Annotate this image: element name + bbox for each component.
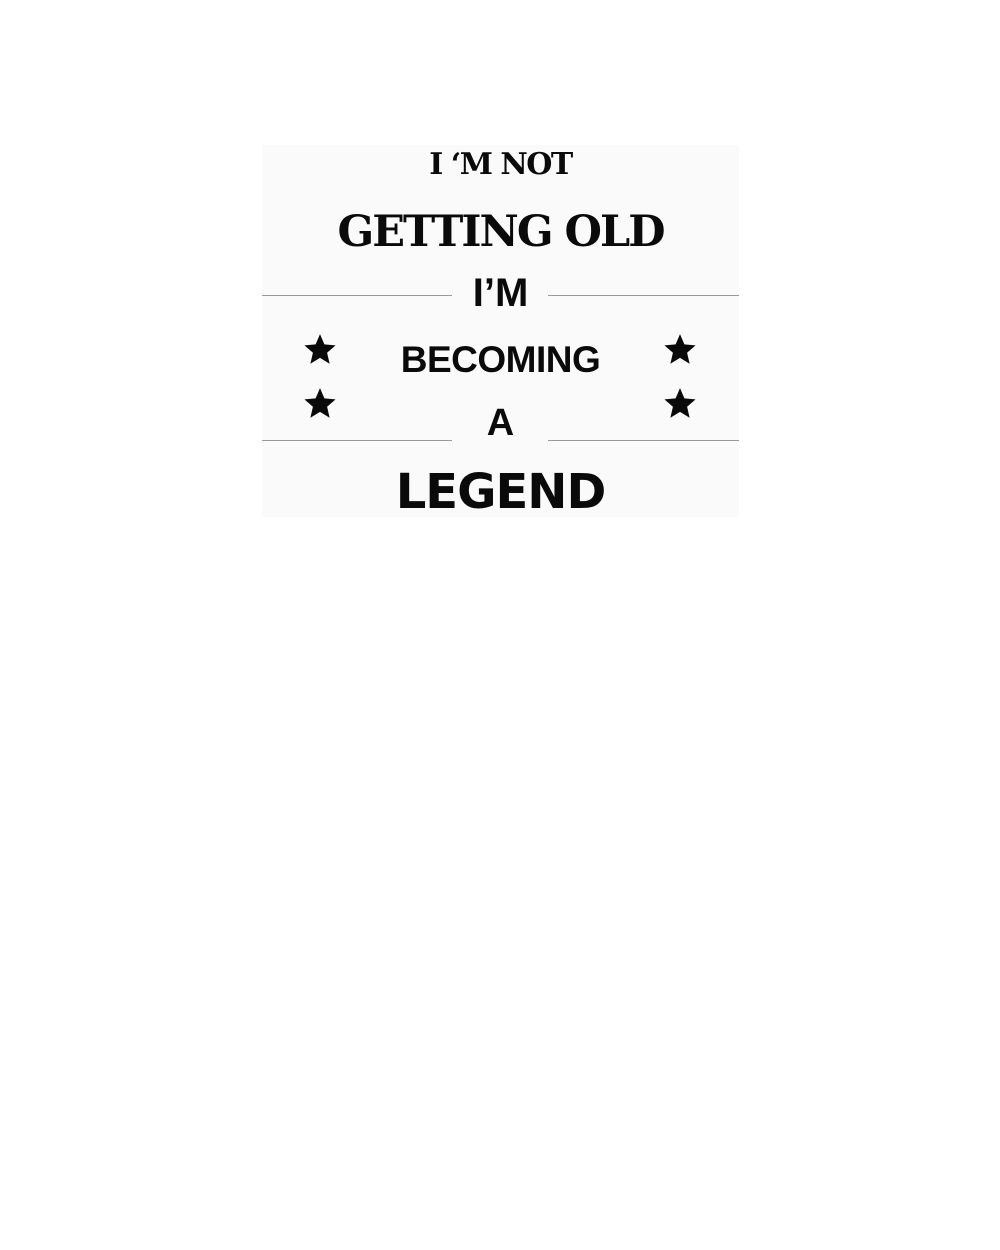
divider-bottom-right [548,440,739,441]
quote-artwork [262,145,739,520]
quote-line-getting-old: GETTING OLD [337,207,664,257]
quote-line-a: A [486,402,515,444]
quote-line-legend: LEGEND [395,464,606,520]
divider-bottom-left [262,440,452,441]
quote-line-becoming: BECOMING [400,339,601,380]
quote-line-im-not: I ‘M NOT [429,147,572,182]
quote-line-im: I’M [472,271,529,315]
